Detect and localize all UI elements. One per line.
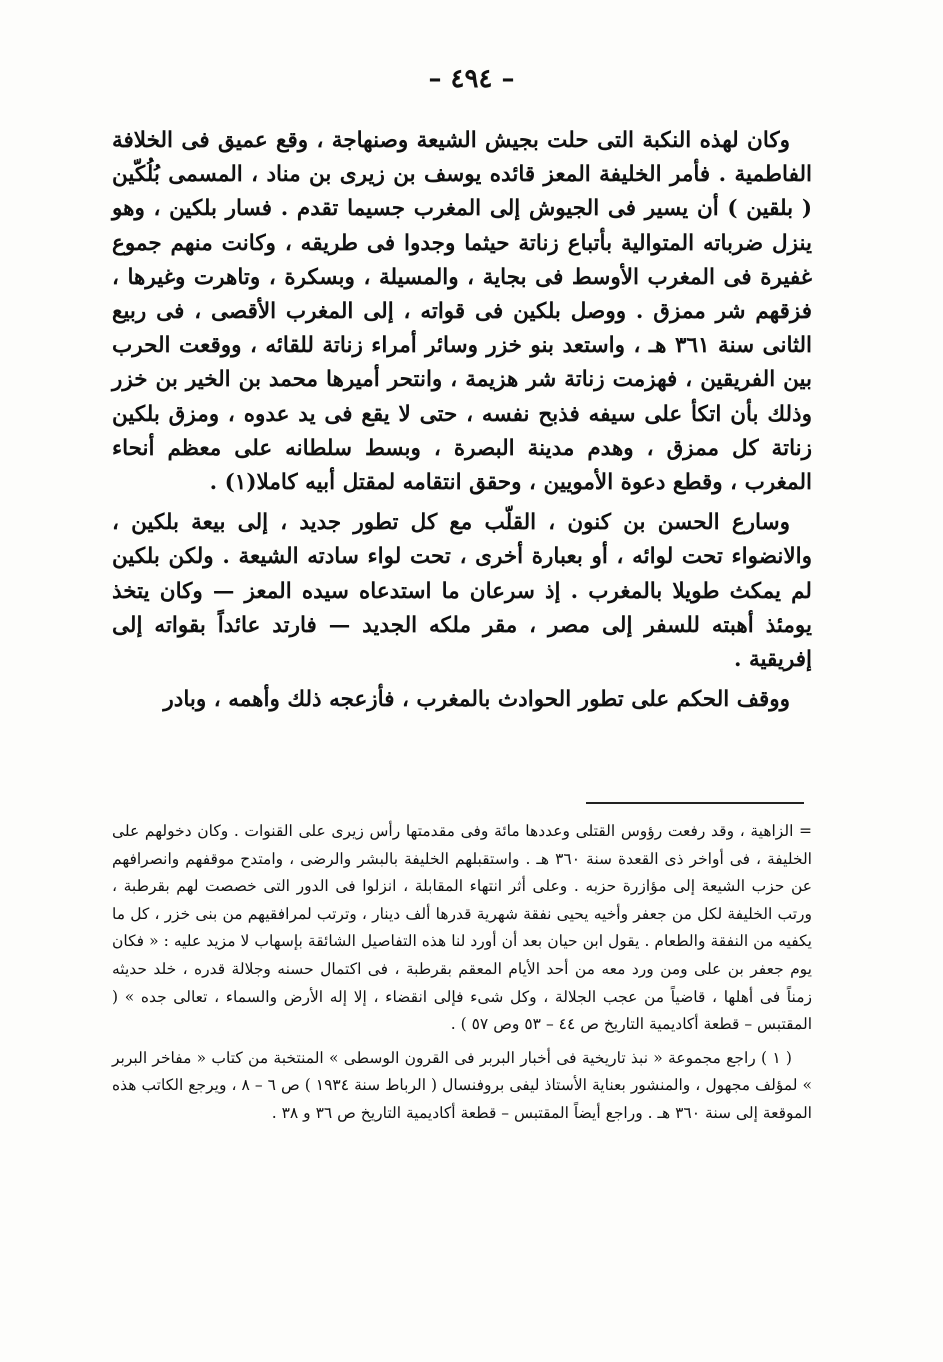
footnote-continued: = الزاهية ، وقد رفعت رؤوس القتلى وعددها مائة وفى مقدمتها رأس زيرى على القنوات . وكان دخولهم على الخليفة ، فى أواخر ذى القعدة سنة ٣٦٠ هـ . واستقبلهم الخليفة بالبشر والرضى ، وامتدح موقفهم وانصرافهم عن حزب الشيعة إلى مؤازرة حزبه . وعلى أثر انتهاء المقابلة ، انزلوا فى الدور التى خصصت لهم بقرطبة ، ورتب الخليفة لكل من جعفر وأخيه يحيى نفقة شهرية قدرها ألف دينار ، وترتب لمرافقيهم من بنى خزر ، كل ما يكفيه من النفقة والطعام . يقول ابن حيان بعد أن أورد لنا هذه التفاصيل الشائقة بإسهاب لا مزيد عليه : « فكان يوم جعفر بن على ومن ورد معه من أحد الأيام المعقم بقرطبة ، فى اكتمال حسنه وجلالة قدره ، خلد حديثه زمناً فى أهلها ، قاضياً من عجب الجلالة ، وكل شىء فإلى انقضاء ، إلا إله الأرض والسماء ، تعالى جده » ( المقتبس – قطعة أكاديمية التاريخ ص ٤٤ – ٥٣ وص ٥٧ ) .: [112, 822, 812, 1034]
footnote-1: ( ١ ) راجع مجموعة « نبذ تاريخية فى أخبار البربر فى القرون الوسطى » المنتخبة من كتاب « مفاخر البربر » لمؤلف مجهول ، والمنشور بعناية الأستاذ ليفى بروفنسال ( الرباط سنة ١٩٣٤ ) ص ٦ – ٨ ، ويرجع الكاتب هذه الموقعة إلى سنة ٣٦٠ هـ . وراجع أيضاً المقتبس – قطعة أكاديمية التاريخ ص ٣٦ و ٣٨ .: [112, 1048, 812, 1122]
page-number: – ٤٩٤ –: [428, 64, 515, 94]
paragraph-3: ووقف الحكم على تطور الحوادث بالمغرب ، فأزعجه ذلك وأهمه ، وبادر: [163, 687, 790, 713]
footnotes: [112, 818, 812, 1128]
footnote-separator: [586, 802, 804, 804]
main-text: [112, 124, 812, 717]
paragraph-1: وكان لهذه النكبة التى حلت بجيش الشيعة وصنهاجة ، وقع عميق فى الخلافة الفاطمية . فأمر الخليفة المعز قائده يوسف بن زيرى بن مناد ، المسمى بُلُكّين ( بلقين ) أن يسير فى الجيوش إلى المغرب جسيما تقدم . فسار بلكين ، وهو ينزل ضرباته المتوالية بأتباع زناتة حيثما وجدوا فى طريقه ، وكانت منهم جموع غفيرة فى المغرب الأوسط فى بجاية ، والمسيلة ، وبسكرة ، وتاهرت وغيرها ، فزقهم شر ممزق . ووصل بلكين فى قواته ، إلى المغرب الأقصى ، فى ربيع الثانى سنة ٣٦١ هـ ، واستعد بنو خزر وسائر أمراء زناتة للقائه ، ووقعت الحرب بين الفريقين ، فهزمت زناتة شر هزيمة ، وانتحر أميرها محمد بن الخير بن خزر وذلك بأن اتكأ على سيفه فذبح نفسه ، حتى لا يقع فى يد عدوه ، ومزق بلكين زناتة كل ممزق ، وهدم مدينة البصرة ، وبسط سلطانه على معظم أنحاء المغرب ، وقطع دعوة الأمويين ، وحقق انتقامه لمقتل أبيه كاملا(١) .: [112, 128, 813, 496]
paragraph-2: وسارع الحسن بن كنون ، القلّب مع كل تطور جديد ، إلى بيعة بلكين ، والانضواء تحت لوائه ، أو بعبارة أخرى ، تحت لواء سادته الشيعة . ولكن بلكين لم يمكث طويلا بالمغرب . إذ سرعان ما استدعاه سيده المعز — وكان يتخذ يومئذ أهبته للسفر إلى مصر ، مقر ملكه الجديد — فارتد عائداً بقواته إلى إفريقية .: [112, 510, 812, 673]
